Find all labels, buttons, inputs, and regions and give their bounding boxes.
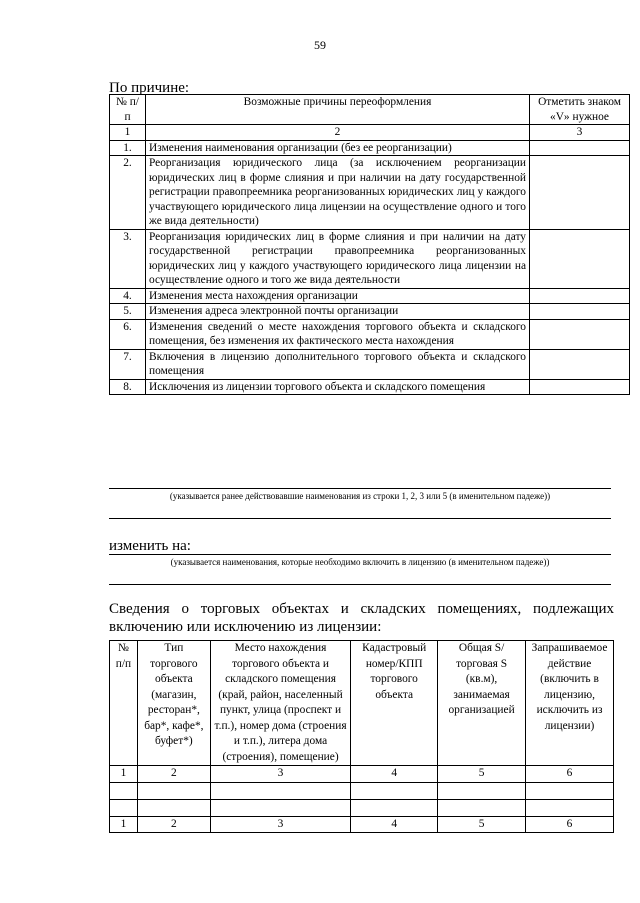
- reason-row: [110, 319, 630, 349]
- col-number: 2: [137, 816, 210, 833]
- empty-cell[interactable]: [137, 799, 210, 816]
- reason-row: [110, 156, 630, 230]
- reason-mark-cell[interactable]: [530, 319, 630, 349]
- previous-names-line[interactable]: [109, 488, 611, 489]
- objects-empty-row[interactable]: [110, 782, 614, 799]
- empty-cell[interactable]: [438, 782, 526, 799]
- col-number: 3: [530, 125, 630, 141]
- reason-row: [110, 379, 630, 395]
- reason-mark-cell[interactable]: [530, 304, 630, 320]
- empty-cell[interactable]: [351, 799, 438, 816]
- reason-text: Реорганизация юридических лиц в форме слияния и при наличии на дату государственной регистрации правопреемника реорганизованных юридических лиц у каждого участвующего юридического лица лицензии на осуществление одного и того же вида деятельности: [146, 229, 530, 288]
- col-number: 6: [526, 766, 614, 783]
- reason-row: [110, 304, 630, 320]
- reason-row: [110, 140, 630, 156]
- reason-mark-cell[interactable]: [530, 288, 630, 304]
- objects-section-title: Сведения о торговых объектах и складских помещениях, подлежащих включению или исключению из лицензии:: [109, 601, 614, 635]
- col-number: 4: [351, 766, 438, 783]
- empty-cell[interactable]: [110, 799, 138, 816]
- col-number: 1: [110, 766, 138, 783]
- reason-number: 8.: [110, 379, 146, 395]
- objects-column-numbers: [110, 766, 614, 783]
- objects-empty-row[interactable]: [110, 799, 614, 816]
- header-num: № п/п: [110, 95, 146, 125]
- header-mark: Отметить знаком «V» нужное: [530, 95, 630, 125]
- reasons-table: [109, 94, 630, 395]
- reason-number: 3.: [110, 229, 146, 288]
- reason-row: [110, 349, 630, 379]
- col-number: 1: [110, 125, 146, 141]
- header-requested-action: Запрашиваемое действие (включить в лицензию, исключить из лицензии): [526, 641, 614, 766]
- col-number: 5: [438, 766, 526, 783]
- reasons-header-row: [110, 95, 630, 125]
- col-number: 3: [210, 816, 350, 833]
- reason-text: Реорганизация юридического лица (за исключением реорганизации юридических лиц в форме слияния и при наличии на дату государственной регистрации правопреемника реорганизованных юридических лиц у каждого участвующего юридического лица лицензии на осуществление одного и того же вида деятельности): [146, 156, 530, 230]
- col-number: 2: [146, 125, 530, 141]
- reason-mark-cell[interactable]: [530, 156, 630, 230]
- empty-cell[interactable]: [210, 782, 350, 799]
- new-names-line[interactable]: [109, 554, 611, 555]
- col-number: 1: [110, 816, 138, 833]
- reason-number: 5.: [110, 304, 146, 320]
- reason-text: Изменения адреса электронной почты организации: [146, 304, 530, 320]
- reason-mark-cell[interactable]: [530, 379, 630, 395]
- empty-cell[interactable]: [351, 782, 438, 799]
- col-number: 6: [526, 816, 614, 833]
- header-num: № п/п: [110, 641, 138, 766]
- objects-header-row: [110, 641, 614, 766]
- col-number: 5: [438, 816, 526, 833]
- col-number: 2: [137, 766, 210, 783]
- reason-text: Изменения места нахождения организации: [146, 288, 530, 304]
- header-reason: Возможные причины переоформления: [146, 95, 530, 125]
- reason-number: 7.: [110, 349, 146, 379]
- empty-cell[interactable]: [210, 799, 350, 816]
- objects-column-numbers-bottom: [110, 816, 614, 833]
- change-to-label: изменить на:: [109, 538, 191, 554]
- col-number: 4: [351, 816, 438, 833]
- reason-row: [110, 288, 630, 304]
- reason-mark-cell[interactable]: [530, 140, 630, 156]
- reason-number: 2.: [110, 156, 146, 230]
- objects-table: [109, 640, 614, 833]
- empty-cell[interactable]: [526, 782, 614, 799]
- new-names-note: (указывается наименования, которые необходимо включить в лицензию (в именительном падеже)): [170, 557, 550, 567]
- header-area: Общая S/ торговая S (кв.м), занимаемая организацией: [438, 641, 526, 766]
- empty-cell[interactable]: [110, 782, 138, 799]
- fill-line[interactable]: [109, 518, 611, 519]
- reason-text: Исключения из лицензии торгового объекта и складского помещения: [146, 379, 530, 395]
- col-number: 3: [210, 766, 350, 783]
- reason-mark-cell[interactable]: [530, 229, 630, 288]
- reasons-heading: По причине:: [109, 80, 190, 96]
- reason-number: 4.: [110, 288, 146, 304]
- header-cadastral-number: Кадастровый номер/КПП торгового объекта: [351, 641, 438, 766]
- header-location: Место нахождения торгового объекта и складского помещения (край, район, населенный пункт, улица (проспект и т.п.), номер дома (строения и т.п.), литера дома (строения), помещение): [210, 641, 350, 766]
- reasons-column-numbers: [110, 125, 630, 141]
- page-number: 59: [314, 38, 326, 52]
- reason-number: 6.: [110, 319, 146, 349]
- empty-cell[interactable]: [137, 782, 210, 799]
- header-object-type: Тип торгового объекта (магазин, ресторан*, бар*, кафе*, буфет*): [137, 641, 210, 766]
- fill-line[interactable]: [109, 584, 611, 585]
- reason-text: Изменения сведений о месте нахождения торгового объекта и складского помещения, без изменения их фактического места нахождения: [146, 319, 530, 349]
- previous-names-note: (указывается ранее действовавшие наименования из строки 1, 2, 3 или 5 (в именительном падеже)): [169, 491, 551, 501]
- reason-mark-cell[interactable]: [530, 349, 630, 379]
- reason-row: [110, 229, 630, 288]
- reason-number: 1.: [110, 140, 146, 156]
- empty-cell[interactable]: [526, 799, 614, 816]
- reason-text: Изменения наименования организации (без ее реорганизации): [146, 140, 530, 156]
- empty-cell[interactable]: [438, 799, 526, 816]
- reason-text: Включения в лицензию дополнительного торгового объекта и складского помещения: [146, 349, 530, 379]
